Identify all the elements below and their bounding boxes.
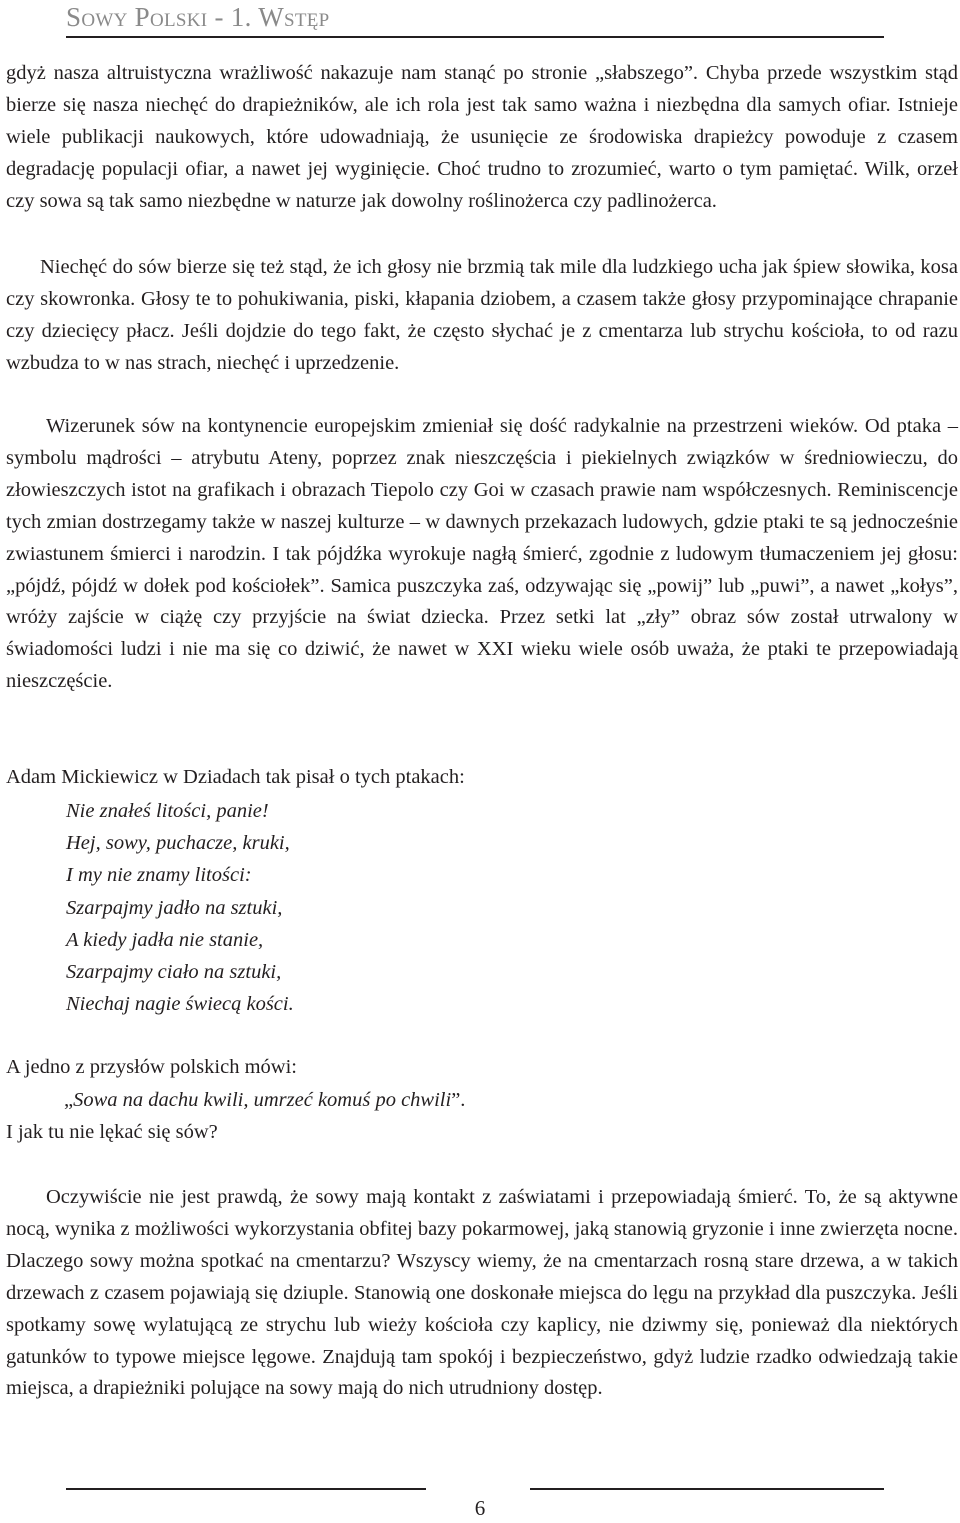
poem (66, 795, 294, 1020)
paragraph-4: Oczywiście nie jest prawdą, że sowy mają kontakt z zaświatami i przepowiadają śmierć. To, że są aktywne nocą, wynika z możliwości wykorzystania obfitej bazy pokarmowej, jaką stanowią gryzonie i inne zwierzęta nocne. Dlaczego sowy można spotkać na cmentarzu? Wszyscy wiemy, że na cmentarzach rosną stare drzewa, a w takich drzewach z czasem pojawiają się dziuple. Stanowią one doskonałe miejsca do lęgu na przykład dla puszczyka. Jeśli spotkamy sowę wylatującą ze strychu lub wieży kościoła czy kaplicy, nie dziwmy się, ponieważ dla niektórych gatunków to typowe miejsce lęgowe. Znajdują tam spokój i bezpieczeństwo, gdyż ludzie rzadko odwiedzają takie miejsca, a drapieżniki polujące na sowy mają do nich utrudniony dostęp. (6, 1186, 958, 1400)
closing-question: I jak tu nie lękać się sów? (6, 1121, 218, 1143)
running-header: Sowy Polski - 1. Wstęp (66, 2, 330, 32)
page-number: 6 (474, 1496, 486, 1520)
header-divider (66, 36, 884, 38)
poem-line: Szarpajmy ciało na sztuki, (66, 961, 282, 984)
poem-line: A kiedy jadła nie stanie, (66, 928, 264, 951)
proverb-close-quote: ”. (451, 1089, 466, 1111)
poem-intro: Adam Mickiewicz w Dziadach tak pisał o tych ptakach: (6, 766, 465, 788)
proverb-text: Sowa na dachu kwili, umrzeć komuś po chwili (73, 1089, 452, 1111)
footer-divider-right (530, 1488, 884, 1490)
poem-line: Niechaj nagie świecą kości. (66, 993, 294, 1016)
footer-divider-left (66, 1488, 426, 1490)
proverb-open-quote: „ (64, 1089, 74, 1111)
poem-line: Nie znałeś litości, panie! (66, 800, 269, 822)
paragraph-2: Niechęć do sów bierze się też stąd, że ich głosy nie brzmią tak mile dla ludzkiego ucha jak śpiew słowika, kosa czy skowronka. Głosy te to pohukiwania, piski, kłapania dziobem, a czasem także głosy przypominające chrapanie czy dziecięcy płacz. Jeśli dojdzie do tego fakt, że często słychać je z cmentarza lub strychu kościoła, to od razu wzbudza to w nas strach, niechęć i uprzedzenie. (6, 256, 958, 374)
poem-line: Hej, sowy, puchacze, kruki, (66, 832, 290, 855)
poem-line: I my nie znamy litości: (66, 864, 252, 887)
poem-line: Szarpajmy jadło na sztuki, (66, 896, 283, 919)
proverb-intro: A jedno z przysłów polskich mówi: (6, 1056, 297, 1078)
paragraph-1: gdyż nasza altruistyczna wrażliwość nakazuje nam stanąć po stronie „słabszego”. Chyba przede wszystkim stąd bierze się nasza niechęć do drapieżników, ale ich rola jest tak samo ważna i niezbędna dla samych ofiar. Istnieje wiele publikacji naukowych, które udowadniają, że usunięcie ze środowiska drapieżcy powoduje z czasem degradację populacji ofiar, a nawet jej wyginięcie. Choć trudno to zrozumieć, warto o tym pamiętać. Wilk, orzeł czy sowa są tak samo niezbędne w naturze jak dowolny roślinożerca czy padlinożerca. (6, 62, 958, 212)
proverb (64, 1085, 465, 1117)
paragraph-3: Wizerunek sów na kontynencie europejskim zmieniał się dość radykalnie na przestrzeni wieków. Od ptaka – symbolu mądrości – atrybutu Ateny, poprzez znak nieszczęścia i piekielnych związków w średniowieczu, do złowieszczych istot na grafikach i obrazach Tiepolo czy Goi w czasach prawie nam współczesnych. Reminiscencje tych zmian dostrzegamy także w naszej kulturze – w dawnych przekazach ludowych, gdzie ptaki te są jednocześnie zwiastunem śmierci i narodzin. I tak pójdźka wyrokuje nagłą śmierć, zgodnie z ludowym tłumaczeniem jej głosu: „pójdź, pójdź w dołek pod kościołek”. Samica puszczyka zaś, odzywając się „powij” lub „puwi”, a nawet „kołys”, wróży zajście w ciążę czy przyjście na świat dziecka. Przez setki lat „zły” obraz sów został utrwalony w świadomości ludzi i nie ma się co dziwić, że nawet w XXI wieku wiele osób uważa, że ptaki te przepowiadają nieszczęście. (6, 415, 958, 693)
